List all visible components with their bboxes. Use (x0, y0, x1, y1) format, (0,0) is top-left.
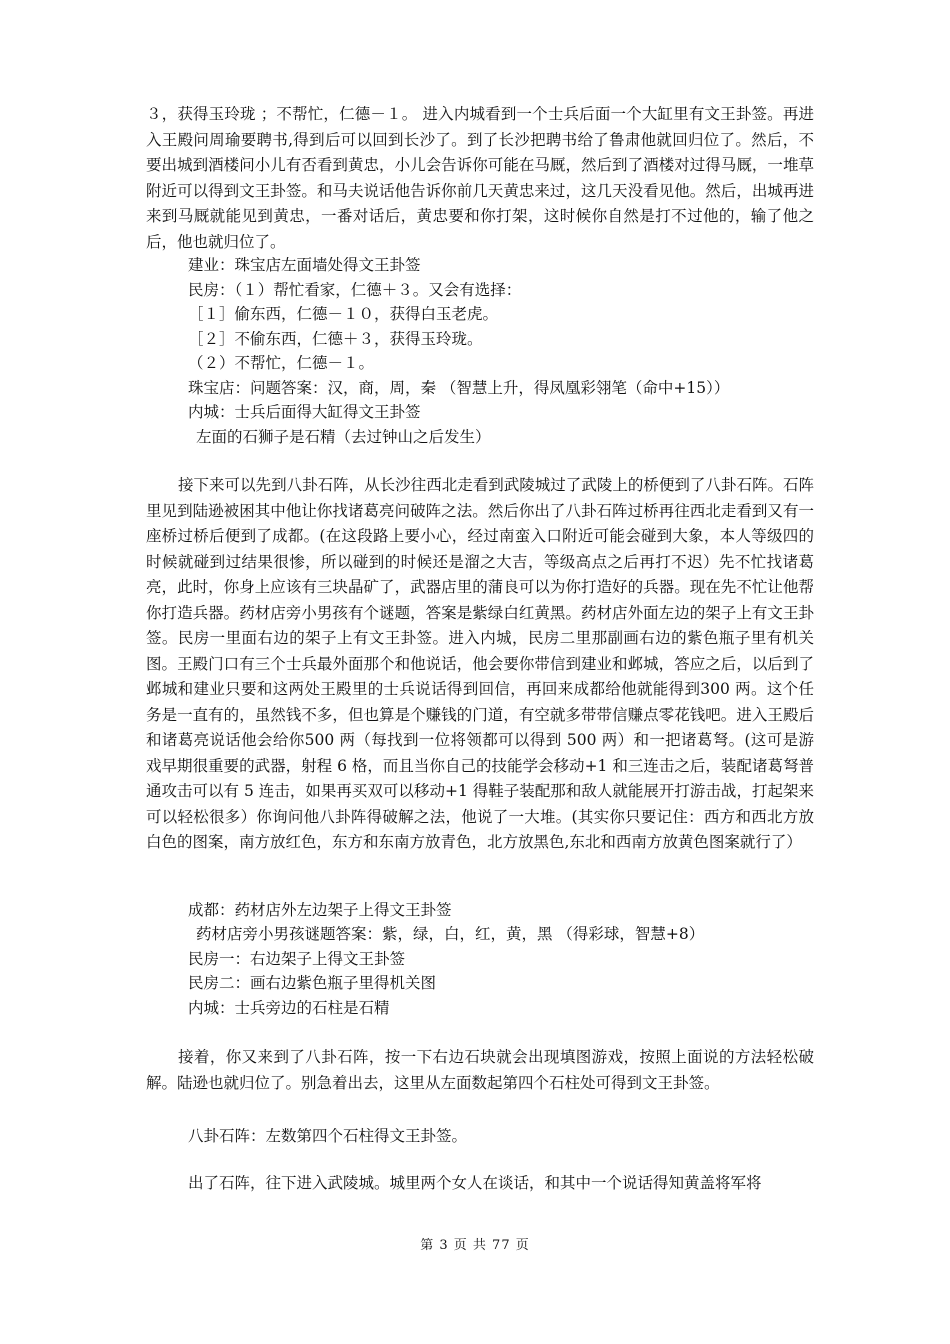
summary-line: 左面的石狮子是石精（去过钟山之后发生） (196, 428, 491, 446)
summary-line: 建业：珠宝店左面墙处得文王卦签 (188, 256, 421, 274)
summary-line: ［１］偷东西，仁德－１０，获得白玉老虎。 (188, 305, 499, 323)
summary-line: 成都：药材店外左边架子上得文王卦签 (188, 901, 452, 919)
page-number-footer: 第 3 页 共 77 页 (420, 1238, 530, 1253)
summary-line: 药材店旁小男孩谜题答案：紫，绿，白，红，黄，黑 （得彩球，智慧+8） (196, 925, 705, 943)
summary-line: 内城：士兵后面得大缸得文王卦签 (188, 403, 421, 421)
paragraph: ３，获得玉玲珑 ；不帮忙，仁德－１。 进入内城看到一个士兵后面一个大缸里有文王卦签。再进入王殿问周瑜要聘书,得到后可以回到长沙了。到了长沙把聘书给了鲁肃他就回归位了。然后，不要出城到酒楼问小儿有否看到黄忠，小儿会告诉你可能在马厩，然后到了酒楼对过得马厩，一堆草附近可以得到文王卦签。和马夫说话他告诉你前几天黄忠来过，这几天没看见他。然后，出城再进来到马厩就能见到黄忠，一番对话后，黄忠要和你打架，这时候你自然是打不过他的，输了他之后，他也就归位了。 (146, 105, 814, 251)
paragraph: 出了石阵，往下进入武陵城。城里两个女人在谈话，和其中一个说话得知黄盖将军将 (188, 1174, 762, 1192)
paragraph: 接着，你又来到了八卦石阵，按一下右边石块就会出现填图游戏，按照上面说的方法轻松破解。陆逊也就归位了。别急着出去，这里从左面数起第四个石柱处可得到文王卦签。 (146, 1048, 814, 1092)
summary-line: 民房一：右边架子上得文王卦签 (188, 950, 406, 968)
summary-line: 珠宝店：问题答案：汉，商，周，秦 （智慧上升，得凤凰彩翎笔（命中+15）） (188, 379, 730, 397)
summary-line: 八卦石阵：左数第四个石柱得文王卦签。 (188, 1127, 468, 1145)
summary-line: 民房：（１）帮忙看家，仁德＋３。又会有选择： (188, 281, 522, 299)
summary-line: 内城：士兵旁边的石柱是石精 (188, 999, 390, 1017)
paragraph: 接下来可以先到八卦石阵，从长沙往西北走看到武陵城过了武陵上的桥便到了八卦石阵。石阵里见到陆逊被困其中他让你找诸葛亮问破阵之法。然后你出了八卦石阵过桥再往西北走看到又有一座桥过桥后便到了成都。(在这段路上要小心，经过南蛮入口附近可能会碰到大象，本人等级四的时候就碰到过结果很惨，所以碰到的时候还是溜之大吉，等级高点之后再打不迟）先不忙找诸葛亮，此时，你身上应该有三块晶矿了，武器店里的蒲良可以为你打造好的兵器。现在先不忙让他帮你打造兵器。药材店旁小男孩有个谜题，答案是紫绿白红黄黑。药材店外面左边的架子上有文王卦签。民房一里面右边的架子上有文王卦签。进入内城，民房二里那副画右边的紫色瓶子里有机关图。王殿门口有三个士兵最外面那个和他说话，他会要你带信到建业和邺城，答应之后，以后到了邺城和建业只要和这两处王殿里的士兵说话得到回信，再回来成都给他就能得到300 两。这个任务是一直有的，虽然钱不多，但也算是个赚钱的门道，有空就多带带信赚点零花钱吧。进入王殿后和诸葛亮说话他会给你500 两（每找到一位将领都可以得到 500 两）和一把诸葛弩。(这可是游戏早期很重要的武器，射程 6 格，而且当你自己的技能学会移动+1 和三连击之后，装配诸葛弩普通攻击可以有 5 连击，如果再买双可以移动+1 得鞋子装配那和敌人就能展开打游击战，打起架来可以轻松很多）你询问他八卦阵得破解之法，他说了一大堆。(其实你只要记住：西方和西北方放白色的图案，南方放红色，东方和东南方放青色，北方放黑色,东北和西南方放黄色图案就行了） (146, 476, 814, 851)
summary-line: 民房二：画右边紫色瓶子里得机关图 (188, 974, 437, 992)
summary-line: （２）不帮忙，仁德－１。 (188, 354, 375, 372)
summary-line: ［２］不偷东西，仁德＋３，获得玉玲珑。 (188, 330, 483, 348)
